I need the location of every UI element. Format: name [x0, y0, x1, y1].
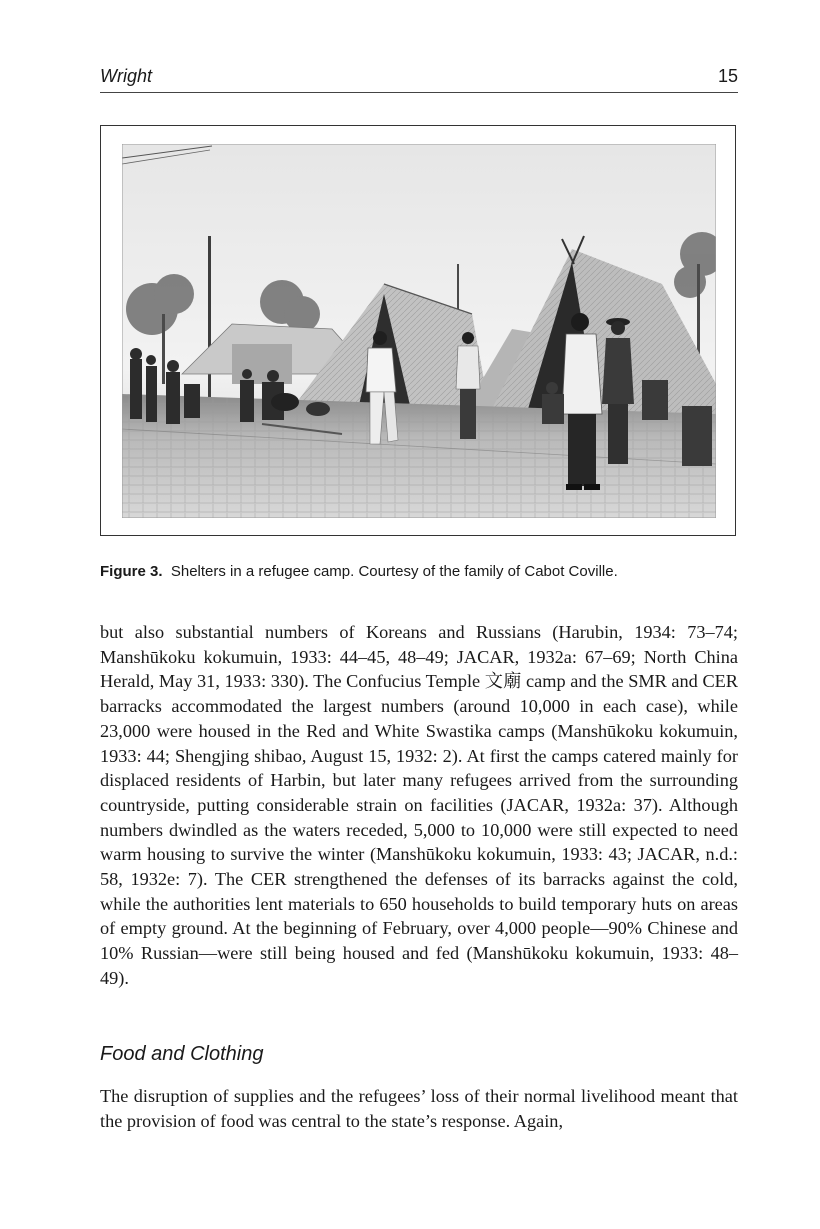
figure-frame: [100, 125, 736, 536]
figure-caption: [100, 562, 740, 582]
page-number: 15: [717, 66, 738, 86]
refugee-camp-photograph: [122, 144, 716, 518]
figure-label: Figure 3.: [100, 563, 163, 580]
body-paragraph: but also substantial numbers of Koreans and Russians (Harubin, 1934: 73–74; Manshūkoku kokumuin, 1933: 44–45, 48–49; JACAR, 1932a: 67–69; North China Herald, May 31, 1933: 330). The Confucius Temple 文廟 camp and the SMR and CER barracks accommodated the largest numbers (around 10,000 in each case), while 23,000 were housed in the Red and White Swastika camps (Manshūkoku kokumuin, 1933: 44; Shengjing shibao, August 15, 1932: 2). At first the camps catered mainly for displaced residents of Harbin, but later many refugees arrived from the surrounding countryside, putting considerable strain on facilities (JACAR, 1932a: 37). Although numbers dwindled as the waters receded, 5,000 to 10,000 were still expected to need warm housing to survive the winter (Manshūkoku kokumuin, 1933: 43; JACAR, n.d.: 58, 1932e: 7). The CER strengthened the defenses of its barracks against the cold, while the authorities lent materials to 650 households to build temporary huts on areas of empty ground. At the beginning of February, over 4,000 people—90% Chinese and 10% Russian—were still being housed and fed (Manshūkoku kokumuin, 1933: 48–49).: [100, 622, 738, 988]
body-paragraph: The disruption of supplies and the refugees’ loss of their normal livelihood meant that the provision of food was central to the state’s response. Again,: [100, 1086, 738, 1131]
running-head-author: Wright: [100, 66, 153, 86]
figure-caption-text: Shelters in a refugee camp. Courtesy of the family of Cabot Coville.: [170, 563, 618, 580]
running-head: [100, 62, 738, 93]
section-heading: Food and Clothing: [100, 1043, 264, 1065]
